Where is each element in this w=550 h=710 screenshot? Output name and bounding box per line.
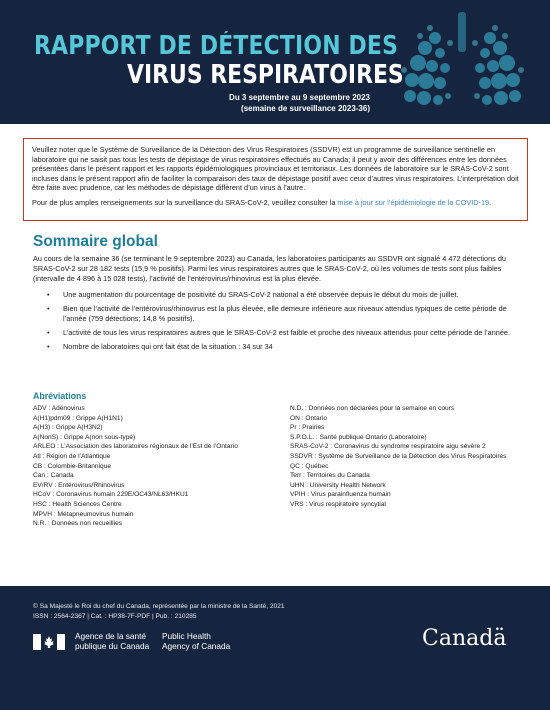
notice-more-info-prefix: Pour de plus amples renseignements sur la surveillance du SRAS-CoV-2, veuillez consulter la [32, 197, 338, 207]
abbreviation-item: Atl : Région de l’Atlantique [33, 452, 111, 460]
copyright-block [33, 602, 285, 622]
report-title-line2: VIRUS RESPIRATOIRES [127, 60, 404, 90]
agency-name-french [75, 632, 149, 651]
summary-heading: Sommaire global [33, 233, 158, 250]
abbreviation-item: MPVH : Métapneumovirus humain [33, 510, 134, 518]
canada-wordmark: Canadä [422, 626, 507, 651]
abbreviation-item: N.R. : Données non recueillies [33, 520, 123, 528]
abbreviation-item: A(H3) : Grippe A(H3N2) [33, 424, 103, 432]
summary-bullet: • L’activité de tous les virus respiratoires autres que le SRAS-CoV-2 est faible et proche des niveaux attendus pour cette période de l’année. [33, 328, 523, 338]
notice-paragraph: Veuillez noter que le Système de Surveillance de la Détection des Virus Respiratoires (SSDVR) est un programme de surveillance sentinelle en laboratoire qui ne saisit pas tous les tests de dépistage de virus respiratoires effectués au Canada; il peut y avoir des différences entre les données présentées dans le présent rapport et les rapports épidémiologiques provinciaux et territoriaux. Les données de laboratoire sur le SRAS-CoV-2 sont incluses dans le présent rapport afin de faciliter la comparaison des taux de dépistage positif avec ceux d’autres virus respiratoires. L’interprétation doit être faite avec prudence, car les méthodes de dépistage diffèrent d’un virus à l’autre. [32, 145, 519, 193]
summary-body [33, 254, 523, 357]
abbreviation-item: HSC : Health Sciences Centre [33, 500, 122, 508]
summary-bullet: • Nombre de laboratoires qui ont fait état de la situation : 34 sur 34 [33, 342, 523, 352]
abbreviation-item: ADV : Adénovirus [33, 405, 85, 412]
abbreviation-item: HCoV : Coronavirus humain 229E/OC43/NL63/HKU1 [33, 491, 189, 499]
notice-more-info-suffix: . [489, 197, 492, 207]
agency-name-english-line2: Agency of Canada [162, 640, 231, 651]
publication-ids: ISSN : 2564-2367 | Cat. : HP38-7F-PDF | Pub. : 210285 [33, 613, 197, 620]
summary-bullet: • Bien que l’activité de l’entérovirus/rhinovirus est la plus élevée, elle demeure inférieure aux niveaux attendus typiques de cette période de l’année (759 détections; 14,8 % positifs). [33, 304, 523, 324]
abbreviation-item: Can : Canada [33, 472, 74, 480]
agency-name-english [162, 632, 230, 651]
abbreviation-item: Terr : Territoires du Canada [290, 472, 370, 480]
abbreviation-item: CB : Colombie-Britannique [33, 462, 112, 470]
abbreviation-item: QC : Québec [290, 462, 329, 470]
abbreviation-item: A(NonS) : Grippe A(non sous-typé) [33, 433, 136, 441]
notice-box [23, 138, 528, 221]
covid-epidemiology-link[interactable]: mise à jour sur l’épidémiologie de la COVID-19 [337, 197, 490, 207]
summary-intro: Au cours de la semaine 36 (se terminant le 9 septembre 2023) au Canada, les laboratoires participants au SSDVR ont signalé 4 472 détections du SRAS-CoV-2 sur 28 182 tests (15,9 % positifs). Parmi les virus respiratoires autres que le SRAS-CoV-2, où les volumes de tests sont plus faibles (intervalle de 4 896 à 15 028 tests), l’activité de l’entérovirus/rhinovirus est la plus élevée. [33, 254, 506, 284]
abbreviation-item: N.D. : Données non déclarées pour la semaine en cours [290, 405, 455, 412]
abbreviation-item: EV/RV : Entérovirus/Rhinovirus [33, 481, 125, 489]
abbreviation-item: ARLEO : L’Association des laboratoires régionaux de l’Est de l’Ontario [33, 443, 238, 451]
date-range: Du 3 septembre au 9 septembre 2023 [229, 93, 370, 102]
abbreviations-heading: Abréviations [33, 391, 87, 401]
agency-name-english-line1: Public Health [162, 631, 211, 641]
abbreviations-right-column [290, 404, 525, 510]
copyright-text: © Sa Majesté le Roi du chef du Canada, représentée par la ministre de la Santé, 2021 [33, 603, 285, 610]
abbreviation-item: UHN : University Health Network [290, 481, 386, 489]
report-footer [0, 586, 550, 710]
abbreviation-item: Pr : Prairies [290, 424, 325, 432]
abbreviation-item: VPIH : Virus parainfluenza humain [290, 491, 391, 499]
abbreviation-item: SRAS-CoV-2 : Coronavirus du syndrome respiratoire aigu sévère 2 [290, 443, 486, 451]
abbreviation-item: ON : Ontario [290, 414, 328, 422]
surveillance-week: (semaine de surveillance 2023-36) [241, 104, 370, 113]
report-dates [170, 92, 370, 114]
notice-more-info [32, 198, 519, 208]
abbreviation-item: SSDVR : Système de Surveillance de la Détection des Virus Respiratoires [290, 452, 507, 460]
canada-flag-icon [33, 634, 65, 650]
summary-bullets [33, 290, 523, 353]
report-title-line1: RAPPORT DE DÉTECTION DES [34, 31, 399, 61]
abbreviation-item: S.P.O.L. : Santé publique Ontario (Laboratoire) [290, 433, 427, 441]
abbreviation-item: A(H1)pdm09 : Grippe A(H1N1) [33, 414, 123, 422]
agency-name-french-line2: publique du Canada [75, 640, 150, 651]
abbreviation-item: VRS : Virus respiratoire syncytial [290, 500, 386, 508]
abbreviations-left-column [33, 404, 283, 529]
summary-bullet: • Une augmentation du pourcentage de positivité du SRAS-CoV-2 national a été observée depuis le début du mois de juillet. [33, 290, 523, 300]
lungs-illustration [380, 8, 545, 124]
agency-name-french-line1: Agence de la santé [75, 631, 147, 641]
report-header [0, 0, 550, 124]
